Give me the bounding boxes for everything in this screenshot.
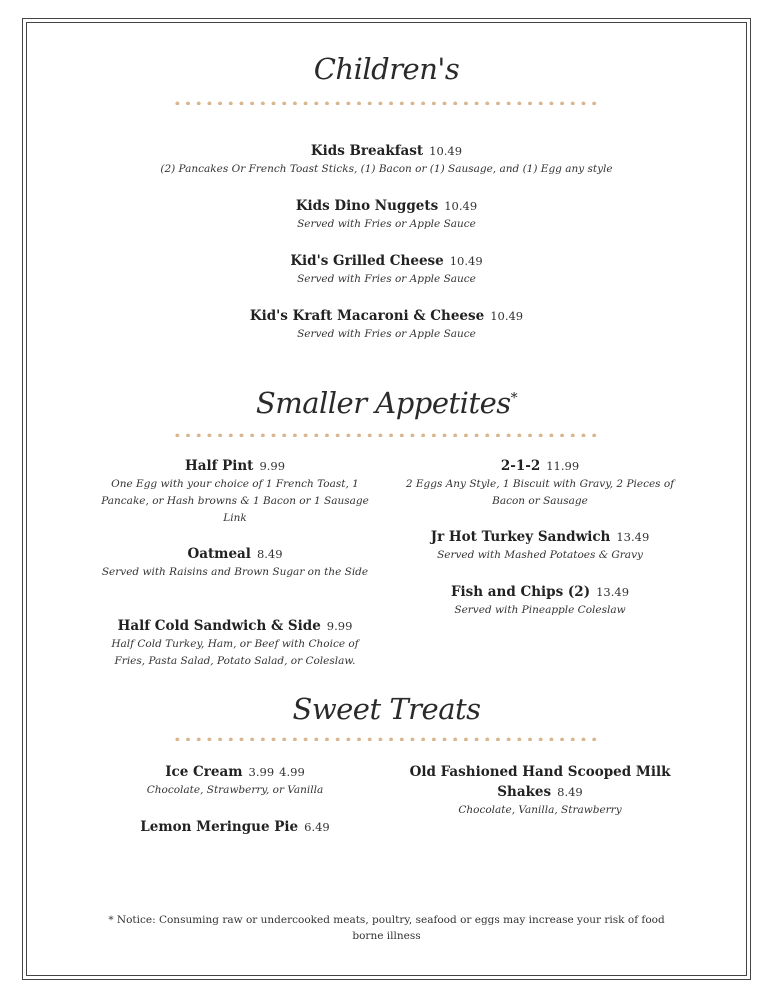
menu-item-half-cold-sandwich (100, 616, 370, 670)
item-description: Served with Pineapple Coleslaw (454, 604, 626, 616)
item-price: 13.49 (616, 530, 650, 544)
menu-item-oatmeal (100, 544, 370, 581)
menu-item-kids-mac-and-cheese (100, 306, 673, 343)
item-name: Ice Cream (165, 764, 243, 780)
sweet-treats-heading: Sweet Treats (292, 692, 481, 726)
menu-item-half-pint (100, 456, 370, 527)
item-name: Lemon Meringue Pie (140, 819, 299, 835)
item-description: Chocolate, Vanilla, Strawberry (458, 804, 622, 816)
item-description: 2 Eggs Any Style, 1 Biscuit with Gravy, 2 Pieces of Bacon or Sausage (405, 478, 675, 507)
item-description: Served with Fries or Apple Sauce (297, 273, 476, 285)
heading-text: Smaller Appetites (255, 386, 511, 420)
item-price: 8.49 (256, 547, 283, 561)
item-price: 8.49 (557, 785, 583, 799)
item-price: 13.49 (596, 585, 630, 599)
item-price: 9.99 (326, 619, 353, 633)
menu-item-milk-shakes (400, 762, 680, 819)
item-price-large: 4.99 (279, 765, 305, 779)
item-name: 2-1-2 (500, 458, 541, 474)
item-price: 11.99 (546, 459, 580, 473)
item-name-line-1: Old Fashioned Hand Scooped Milk (409, 764, 671, 780)
item-name: Fish and Chips (2) (450, 584, 591, 600)
item-name: Oatmeal (187, 546, 251, 562)
menu-item-kids-grilled-cheese (100, 251, 673, 288)
item-name-line-2: Shakes (497, 784, 552, 800)
menu-item-fish-and-chips (400, 582, 680, 619)
item-price: 6.49 (304, 820, 330, 834)
item-description: Served with Fries or Apple Sauce (297, 328, 476, 340)
item-name: Jr Hot Turkey Sandwich (430, 529, 611, 545)
sweet-treats-divider (172, 737, 602, 741)
item-name: Half Cold Sandwich & Side (117, 618, 321, 634)
item-price: 3.99 (248, 765, 275, 779)
menu-item-kids-breakfast (100, 141, 673, 178)
item-price: 10.49 (429, 144, 463, 158)
smaller-appetites-heading (0, 386, 773, 420)
item-description: Chocolate, Strawberry, or Vanilla (146, 784, 324, 796)
menu-item-kids-dino-nuggets (100, 196, 673, 233)
item-price: 9.99 (259, 459, 286, 473)
smaller-appetites-divider (172, 433, 602, 437)
menu-item-2-1-2 (400, 456, 680, 510)
asterisk-mark: * (510, 390, 518, 407)
item-name: Kids Breakfast (310, 143, 424, 159)
item-description: (2) Pancakes Or French Toast Sticks, (1) Bacon or (1) Sausage, and (1) Egg any style (160, 163, 613, 175)
item-name: Kid's Kraft Macaroni & Cheese (249, 308, 485, 324)
item-name: Kids Dino Nuggets (295, 198, 439, 214)
item-description: One Egg with your choice of 1 French Toast, 1 Pancake, or Hash browns & 1 Bacon or 1 Sausage Link (101, 478, 369, 524)
childrens-divider (172, 101, 602, 105)
item-price: 10.49 (444, 199, 478, 213)
menu-item-ice-cream (100, 762, 370, 799)
item-description: Served with Fries or Apple Sauce (297, 218, 476, 230)
childrens-heading: Children's (313, 52, 460, 86)
item-price: 10.49 (449, 254, 483, 268)
item-name: Kid's Grilled Cheese (290, 253, 444, 269)
item-name: Half Pint (184, 458, 254, 474)
food-safety-notice: * Notice: Consuming raw or undercooked meats, poultry, seafood or eggs may increase your risk of food borne illness (108, 914, 665, 942)
menu-item-jr-hot-turkey (400, 527, 680, 564)
item-description: Half Cold Turkey, Ham, or Beef with Choice of Fries, Pasta Salad, Potato Salad, or Coleslaw. (111, 638, 359, 667)
item-price: 10.49 (490, 309, 524, 323)
item-description: Served with Raisins and Brown Sugar on the Side (101, 566, 369, 578)
item-description: Served with Mashed Potatoes & Gravy (437, 549, 643, 561)
menu-item-lemon-meringue-pie (100, 817, 370, 837)
